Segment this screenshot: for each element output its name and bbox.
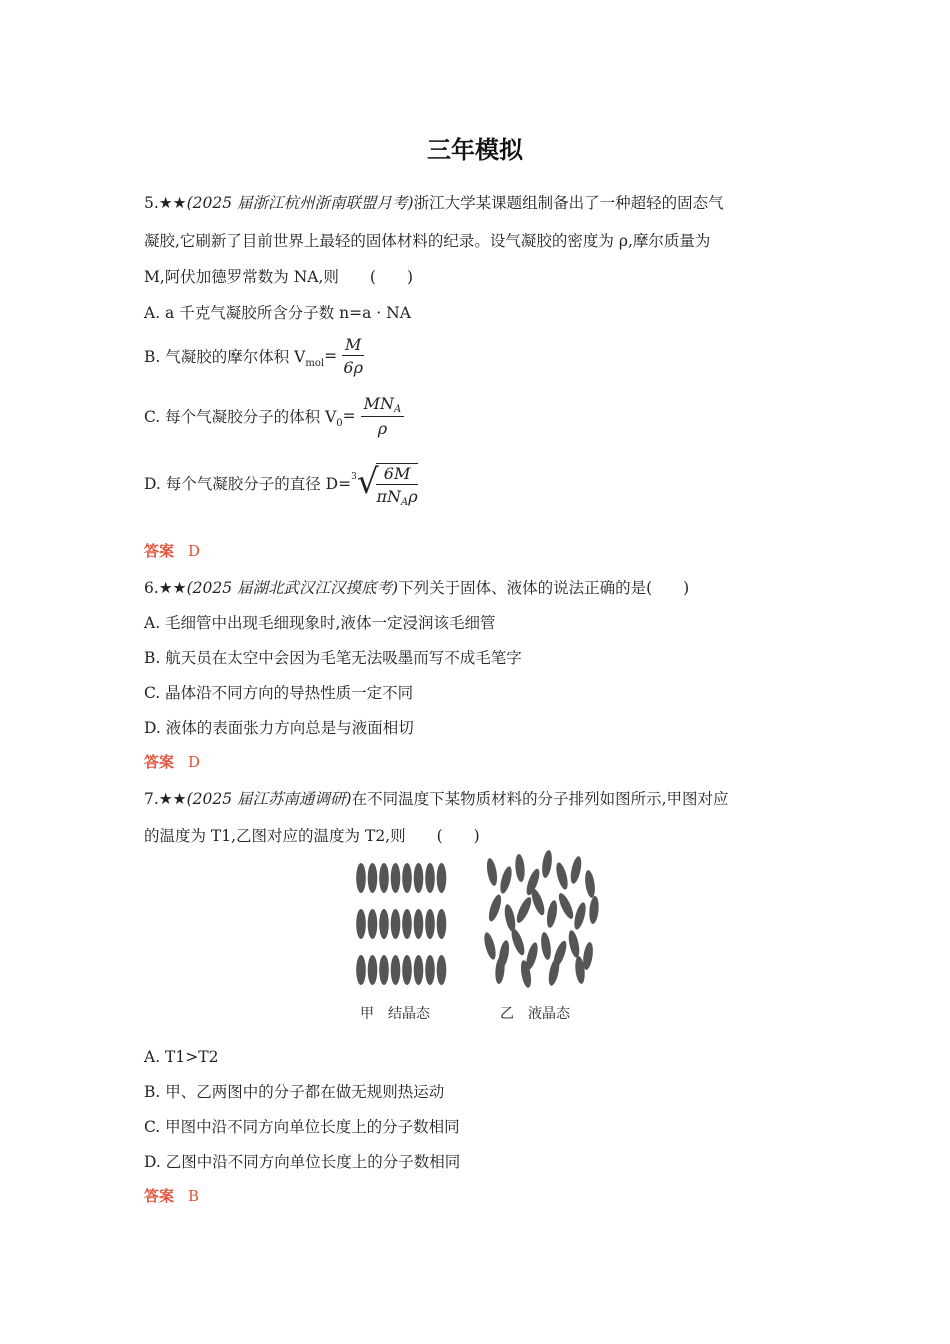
q6-option-d: D. 液体的表面张力方向总是与液面相切 <box>144 719 414 737</box>
q7-option-d: D. 乙图中沿不同方向单位长度上的分子数相同 <box>144 1153 461 1171</box>
q5-option-d <box>144 458 418 508</box>
q5-option-c-numerator <box>361 394 405 417</box>
figure-caption-liquid-crystal: 乙 液晶态 <box>500 1006 570 1022</box>
q5-answer <box>144 540 200 562</box>
q5-option-d-denominator <box>376 485 417 508</box>
q7-stem-line2: 的温度为 T1,乙图对应的温度为 T2,则 ( ) <box>144 827 480 845</box>
liquid-crystal-molecule <box>540 932 553 961</box>
q6-stem <box>144 577 689 599</box>
q5-option-d-fraction <box>376 464 417 508</box>
q6-answer <box>144 751 200 773</box>
q6-stem-text: 下列关于固体、液体的说法正确的是( ) <box>398 579 690 597</box>
crystal-molecule <box>402 863 412 893</box>
q7-number: 7.★★ <box>144 790 187 808</box>
crystal-molecule <box>414 863 424 893</box>
q5-option-d-radicand <box>376 463 417 508</box>
crystal-molecule <box>368 955 378 985</box>
q6-option-a: A. 毛细管中出现毛细现象时,液体一定浸润该毛细管 <box>144 614 496 632</box>
liquid-crystal-molecule <box>514 895 534 924</box>
q5-option-d-numerator: 6M <box>376 464 417 485</box>
q7-source: (2025 届江苏南通调研) <box>186 790 352 808</box>
q5-option-d-text: D. 每个气凝胶分子的直径 D= <box>144 474 352 493</box>
q5-source: (2025 届浙江杭州浙南联盟月考) <box>186 194 414 212</box>
liquid-crystal-molecule <box>572 901 588 930</box>
liquid-crystal-molecule <box>541 850 554 878</box>
q5-option-b-denominator: 6ρ <box>343 358 363 377</box>
q7-option-b: B. 甲、乙两图中的分子都在做无规则热运动 <box>144 1083 445 1101</box>
crystal-molecule <box>414 909 424 939</box>
q7-option-a: A. T1>T2 <box>144 1048 219 1066</box>
q5-option-a: A. a 千克气凝胶所含分子数 n=a · NA <box>144 304 411 322</box>
q5-option-c-text: C. 每个气凝胶分子的体积 V <box>144 408 337 426</box>
crystal-molecule <box>402 955 412 985</box>
q5-option-b-numerator: M <box>342 335 364 356</box>
q5-option-c-num-sub: A <box>394 404 402 415</box>
q5-option-c-sub: 0 <box>336 418 343 429</box>
liquid-crystal-molecule <box>498 865 514 894</box>
q5-option-d-den-tail: ρ <box>408 486 418 506</box>
q5-option-d-root-index: 3 <box>351 472 357 482</box>
q5-stem-line1 <box>144 192 724 214</box>
crystal-molecule <box>425 955 435 985</box>
q5-number: 5.★★ <box>144 194 187 212</box>
crystal-molecule <box>379 863 389 893</box>
q6-answer-label: 答案 <box>144 753 175 771</box>
q5-option-b-sub: mol <box>305 358 325 369</box>
q7-stem-text1: 在不同温度下某物质材料的分子排列如图所示,甲图对应 <box>351 790 729 808</box>
liquid-crystal-molecule <box>509 927 527 956</box>
liquid-crystal-molecule <box>588 896 599 925</box>
q5-stem-line2: 凝胶,它刷新了目前世界上最轻的固体材料的纪录。设气凝胶的密度为 ρ,摩尔质量为 <box>144 232 711 250</box>
q6-number: 6.★★ <box>144 579 187 597</box>
crystal-molecule <box>356 909 366 939</box>
q5-option-c-eq: = <box>342 407 356 425</box>
q6-option-c: C. 晶体沿不同方向的导热性质一定不同 <box>144 684 414 702</box>
q5-option-d-den-sub: A <box>401 496 409 508</box>
q6-answer-value: D <box>188 753 201 771</box>
q5-answer-label: 答案 <box>144 542 175 560</box>
q7-option-c: C. 甲图中沿不同方向单位长度上的分子数相同 <box>144 1118 460 1136</box>
liquid-crystal-molecule <box>514 854 525 883</box>
q7-stem-line1 <box>144 788 729 810</box>
q5-stem-text1: 浙江大学某课题组制备出了一种超轻的固态气 <box>413 194 724 212</box>
q7-answer <box>144 1185 199 1207</box>
q5-option-b-fraction <box>342 335 364 377</box>
crystal-molecule <box>425 909 435 939</box>
liquid-crystal-molecule <box>569 855 584 884</box>
q5-answer-value: D <box>188 542 201 560</box>
liquid-crystal-molecule <box>554 861 570 890</box>
figure-caption-crystal: 甲 结晶态 <box>360 1006 430 1022</box>
crystal-molecule <box>425 863 435 893</box>
crystal-molecules <box>356 863 446 985</box>
crystal-molecule <box>368 863 378 893</box>
q5-option-c-num-text: MN <box>363 394 394 413</box>
q5-option-d-cube-root <box>351 458 418 508</box>
q6-option-b: B. 航天员在太空中会因为毛笔无法吸墨而写不成毛笔字 <box>144 649 522 667</box>
q5-option-c-denominator: ρ <box>377 419 388 438</box>
crystal-molecule <box>379 955 389 985</box>
crystal-molecule <box>391 909 401 939</box>
liquid-crystal-molecule <box>485 857 499 886</box>
liquid-crystal-molecule <box>567 929 582 958</box>
q5-option-b-eq: = <box>324 347 338 365</box>
crystal-molecule <box>437 909 447 939</box>
q5-option-b <box>144 335 364 377</box>
liquid-crystal-molecule <box>556 891 576 920</box>
q5-option-c <box>144 394 404 438</box>
q5-stem-line3: M,阿伏加德罗常数为 NA,则 ( ) <box>144 268 414 286</box>
liquid-crystal-molecule <box>486 893 503 922</box>
q5-option-c-fraction <box>361 394 405 438</box>
molecule-arrangement-figure <box>350 850 610 990</box>
crystal-molecule <box>402 909 412 939</box>
liquid-crystal-molecule <box>545 899 559 928</box>
section-title: 三年模拟 <box>427 136 523 164</box>
liquid-crystal-molecule <box>503 903 518 932</box>
q6-source: (2025 届湖北武汉江汉摸底考) <box>186 579 399 597</box>
q7-answer-value: B <box>188 1187 200 1205</box>
crystal-molecule <box>356 863 366 893</box>
liquid-crystal-molecule <box>482 931 498 960</box>
crystal-molecule <box>391 863 401 893</box>
q5-option-b-text: B. 气凝胶的摩尔体积 V <box>144 348 306 366</box>
q7-answer-label: 答案 <box>144 1187 175 1205</box>
crystal-molecule <box>391 955 401 985</box>
crystal-molecule <box>414 955 424 985</box>
crystal-molecule <box>437 863 447 893</box>
q5-option-d-den-text: πN <box>376 486 401 506</box>
liquid-crystal-molecules <box>482 850 600 989</box>
crystal-molecule <box>437 955 447 985</box>
crystal-molecule <box>379 909 389 939</box>
crystal-molecule <box>356 955 366 985</box>
radical-sign-icon: √ <box>356 462 379 502</box>
liquid-crystal-molecule <box>584 870 597 899</box>
crystal-molecule <box>368 909 378 939</box>
